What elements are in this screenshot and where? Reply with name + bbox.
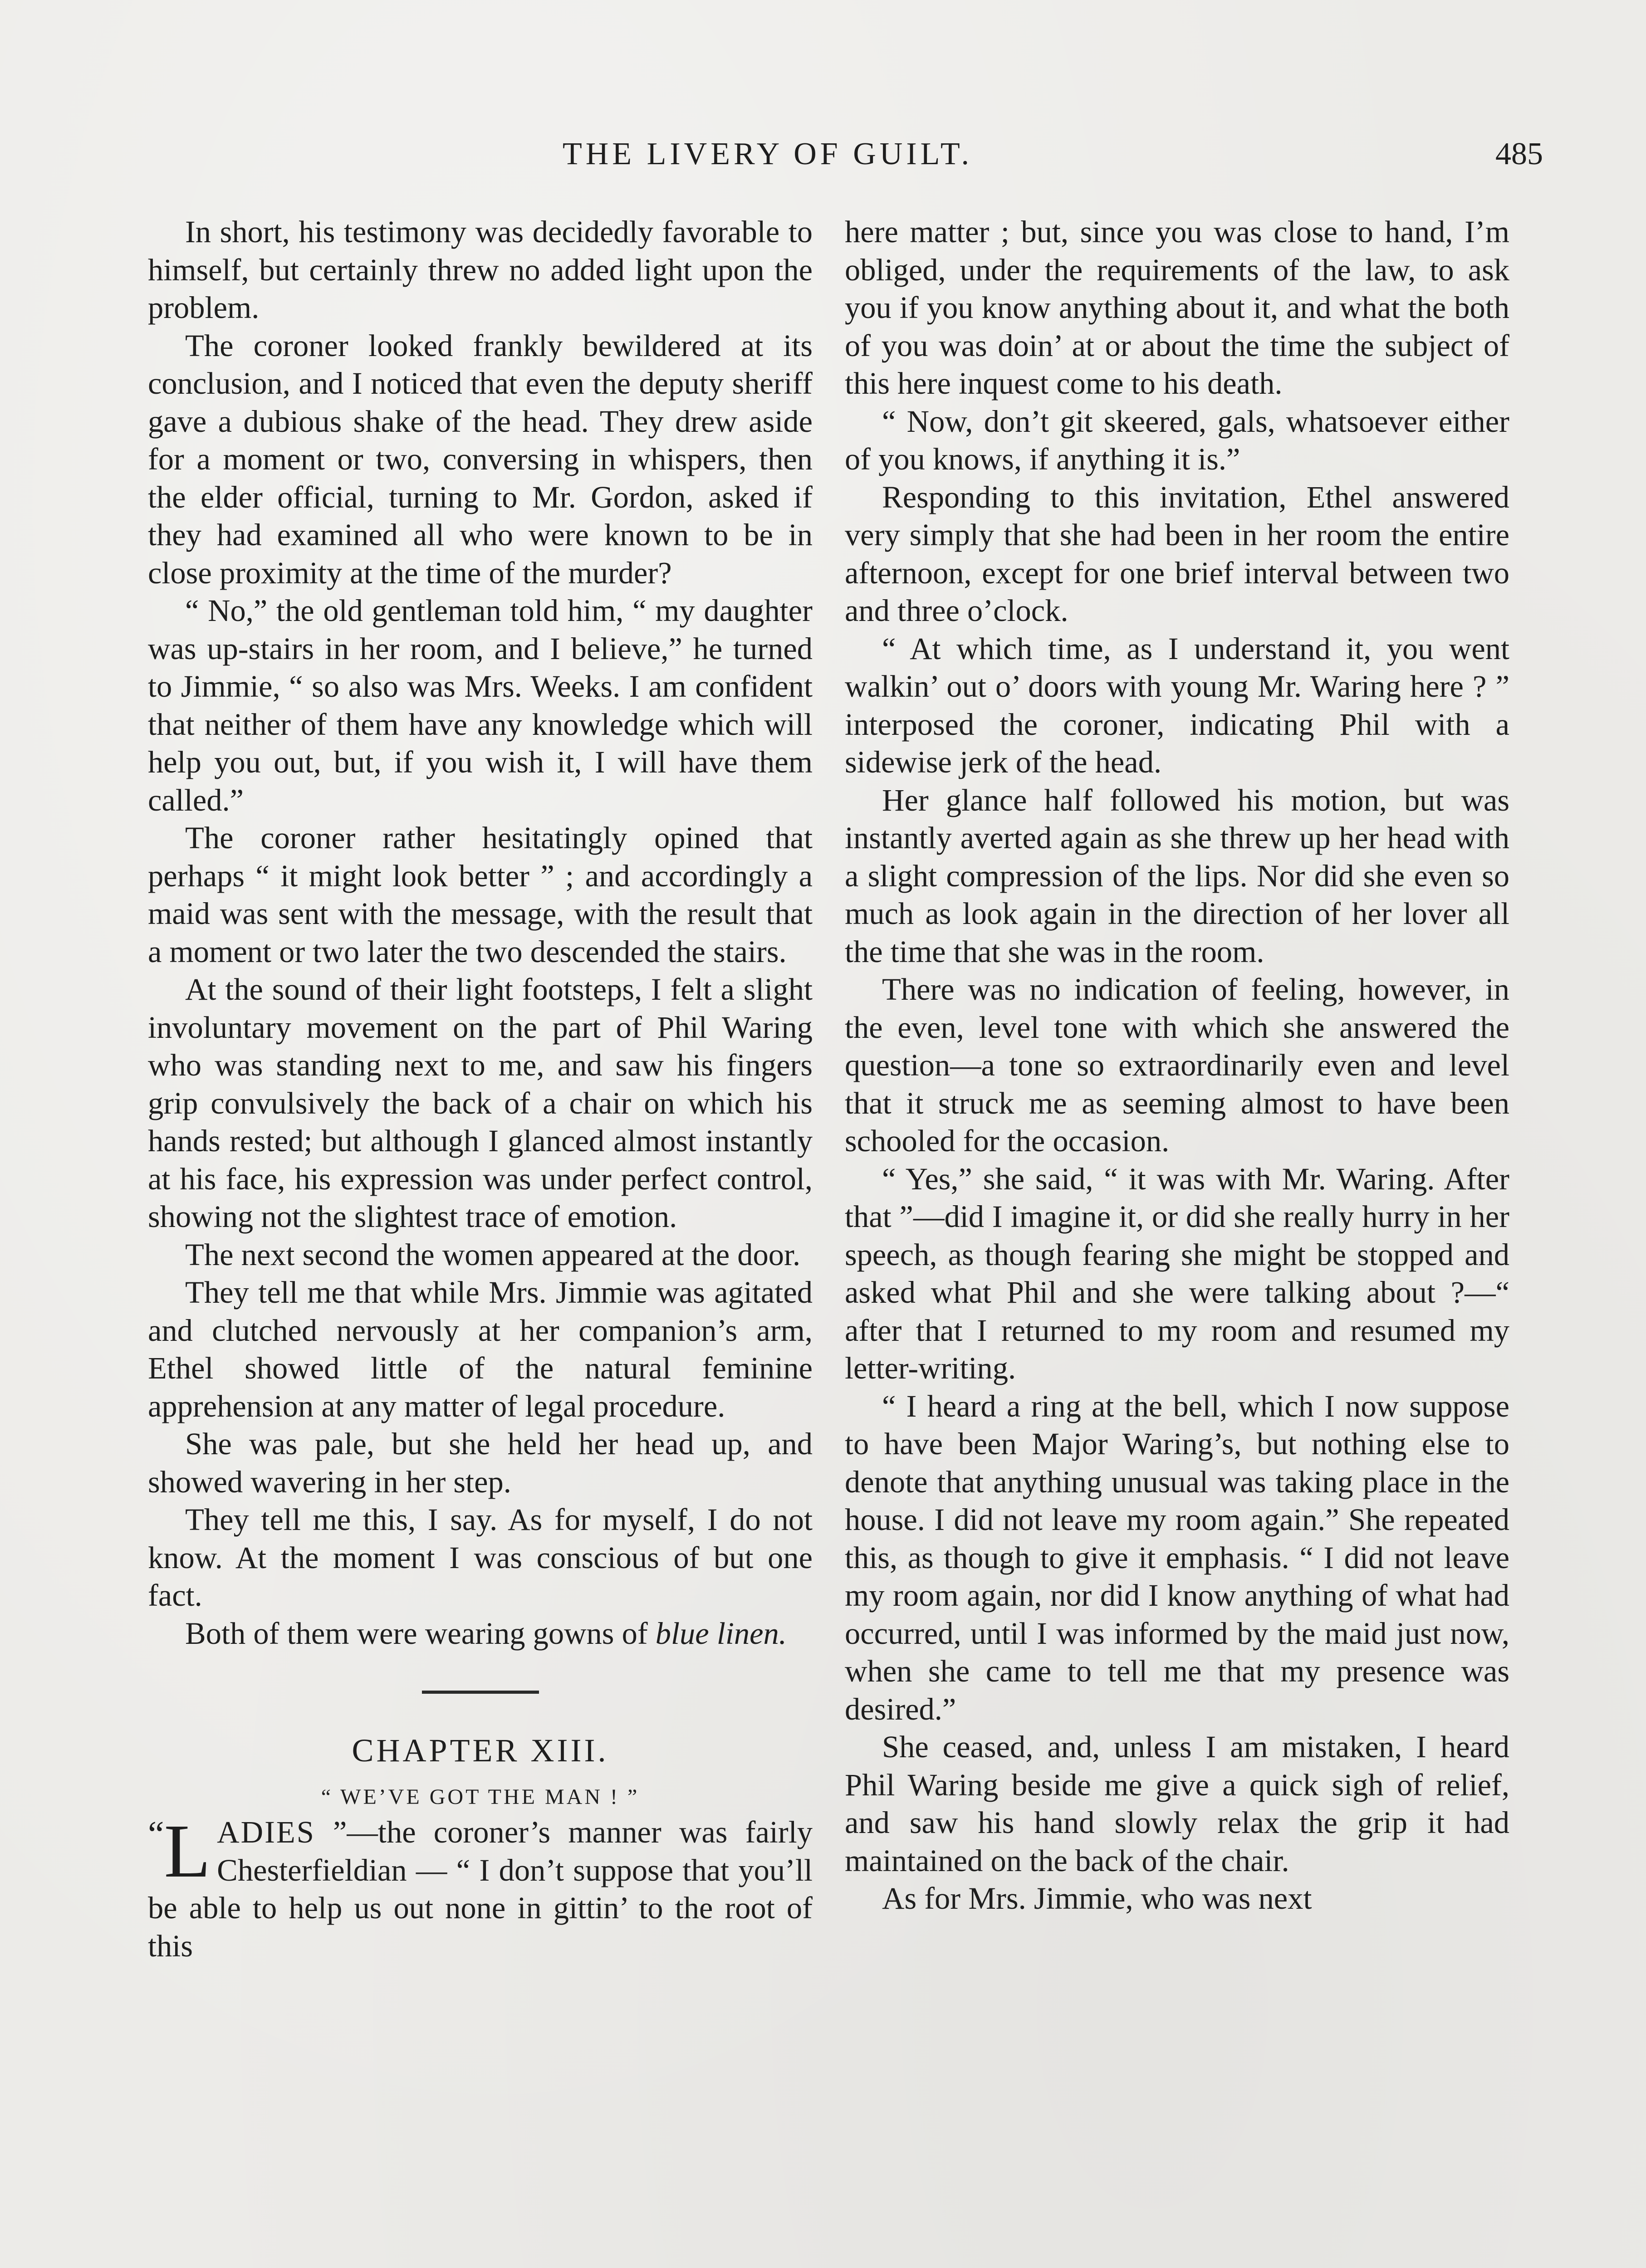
paragraph: There was no indication of feeling, however, in the even, level tone with which she answered the question—a tone so extraordinarily even and level that it struck me as seeming almost to have been schooled for the occasion. [845,972,1509,1158]
paragraph: She was pale, but she held her head up, and showed wavering in her step. [148,1427,813,1499]
paragraph: “ Yes,” she said, “ it was with Mr. Waring. After that ”—did I imagine it, or did she really hurry in her speech, as though fearing she might be stopped and asked what Phil and she were talking about ?—“ after that I returned to my room and resumed my letter-writing. [845,1161,1509,1385]
paragraph: “ I heard a ring at the bell, which I now suppose to have been Major Waring’s, but nothing else to denote that anything unusual was taking place in the house. I did not leave my room again.” She repeated this, as though to give it emphasis. “ I did not leave my room again, nor did I know anything of what had occurred, until I was informed by the maid just now, when she came to tell me that my presence was desired.” [845,1388,1509,1726]
paragraph: At the sound of their light footsteps, I felt a slight involuntary movement on the part of Phil Waring who was standing next to me, and saw his fingers grip convulsively the back of a chair on which his hands rested; but although I glanced almost instantly at his face, his expression was under perfect control, showing not the slightest trace of emotion. [148,972,813,1234]
drop-cap-lead: ADIES [217,1815,315,1849]
paragraph: They tell me this, I say. As for myself, I do not know. At the moment I was conscious of but one fact. [148,1502,813,1613]
paragraph: Her glance half followed his motion, but was instantly averted again as she threw up her head with a slight compression of the lips. Nor did she even so much as look again in the direction of her lover all the time that she was in the room. [845,782,1509,969]
page-number: 485 [1495,137,1543,171]
closing-text: Both of them were wearing gowns of [185,1616,648,1651]
paragraph: They tell me that while Mrs. Jimmie was agitated and clutched nervously at her companion’s arm, Ethel showed little of the natural feminine apprehension at any matter of legal procedure. [148,1275,813,1423]
left-column [148,213,813,1965]
chapter-subtitle: “ WE’VE GOT THE MAN ! ” [321,1785,640,1809]
paragraph: “ Now, don’t git skeered, gals, whatsoever either of you knows, if anything it is.” [845,404,1509,476]
paragraph: “ At which time, as I understand it, you went walkin’ out o’ doors with young Mr. Waring here ? ” interposed the coroner, indicating Phil with a sidewise jerk of the head. [845,631,1509,779]
paragraph: In short, his testimony was decidedly favorable to himself, but certainly threw no added light upon the problem. [148,215,813,325]
paragraph: The coroner rather hesitatingly opined that perhaps “ it might look better ” ; and accordingly a maid was sent with the message, with the result that a moment or two later the two descended the stairs. [148,821,813,969]
paragraph: As for Mrs. Jimmie, who was next [882,1881,1312,1916]
continuation-paragraph: here matter ; but, since you was close to hand, I’m obliged, under the requirements of the law, to ask you if you know anything about it, and what the both of you was doin’ at or about the time the subject of this here inquest come to his death. [845,215,1509,401]
closing-italic-text: blue linen. [655,1616,787,1651]
chapter-opening-paragraph [148,1809,813,1965]
opening-quote: “ [148,1814,164,1854]
paragraph: The next second the women appeared at the door. [185,1237,801,1272]
right-column [845,213,1509,1918]
drop-cap: L [164,1809,211,1893]
running-title: THE LIVERY OF GUILT. [563,137,973,171]
opening-text: ”—the coroner’s manner was fairly Chesterfieldian — “ I don’t suppose that you’ll be able to help us out none in gittin’ to the root of this [148,1815,813,1963]
paragraph: She ceased, and, unless I am mistaken, I heard Phil Waring beside me give a quick sigh of relief, and saw his hand slowly relax the grip it had maintained on the back of the chair. [845,1730,1509,1878]
paragraph: Responding to this invitation, Ethel answered very simply that she had been in her room the entire afternoon, except for one brief interval between two and three o’clock. [845,479,1509,628]
chapter-title: CHAPTER XIII. [352,1732,609,1769]
closing-paragraph [148,1615,813,1653]
paragraph: “ No,” the old gentleman told him, “ my daughter was up-stairs in her room, and I believe,” he turned to Jimmie, “ so also was Mrs. Weeks. I am confident that neither of them have any knowledge which will help you out, but, if you wish it, I will have them called.” [148,593,813,817]
paragraph: The coroner looked frankly bewildered at its conclusion, and I noticed that even the deputy sheriff gave a dubious shake of the head. They drew aside for a moment or two, conversing in whispers, then the elder official, turning to Mr. Gordon, asked if they had examined all who were known to be in close proximity at the time of the murder? [148,328,813,590]
section-divider [422,1691,539,1694]
